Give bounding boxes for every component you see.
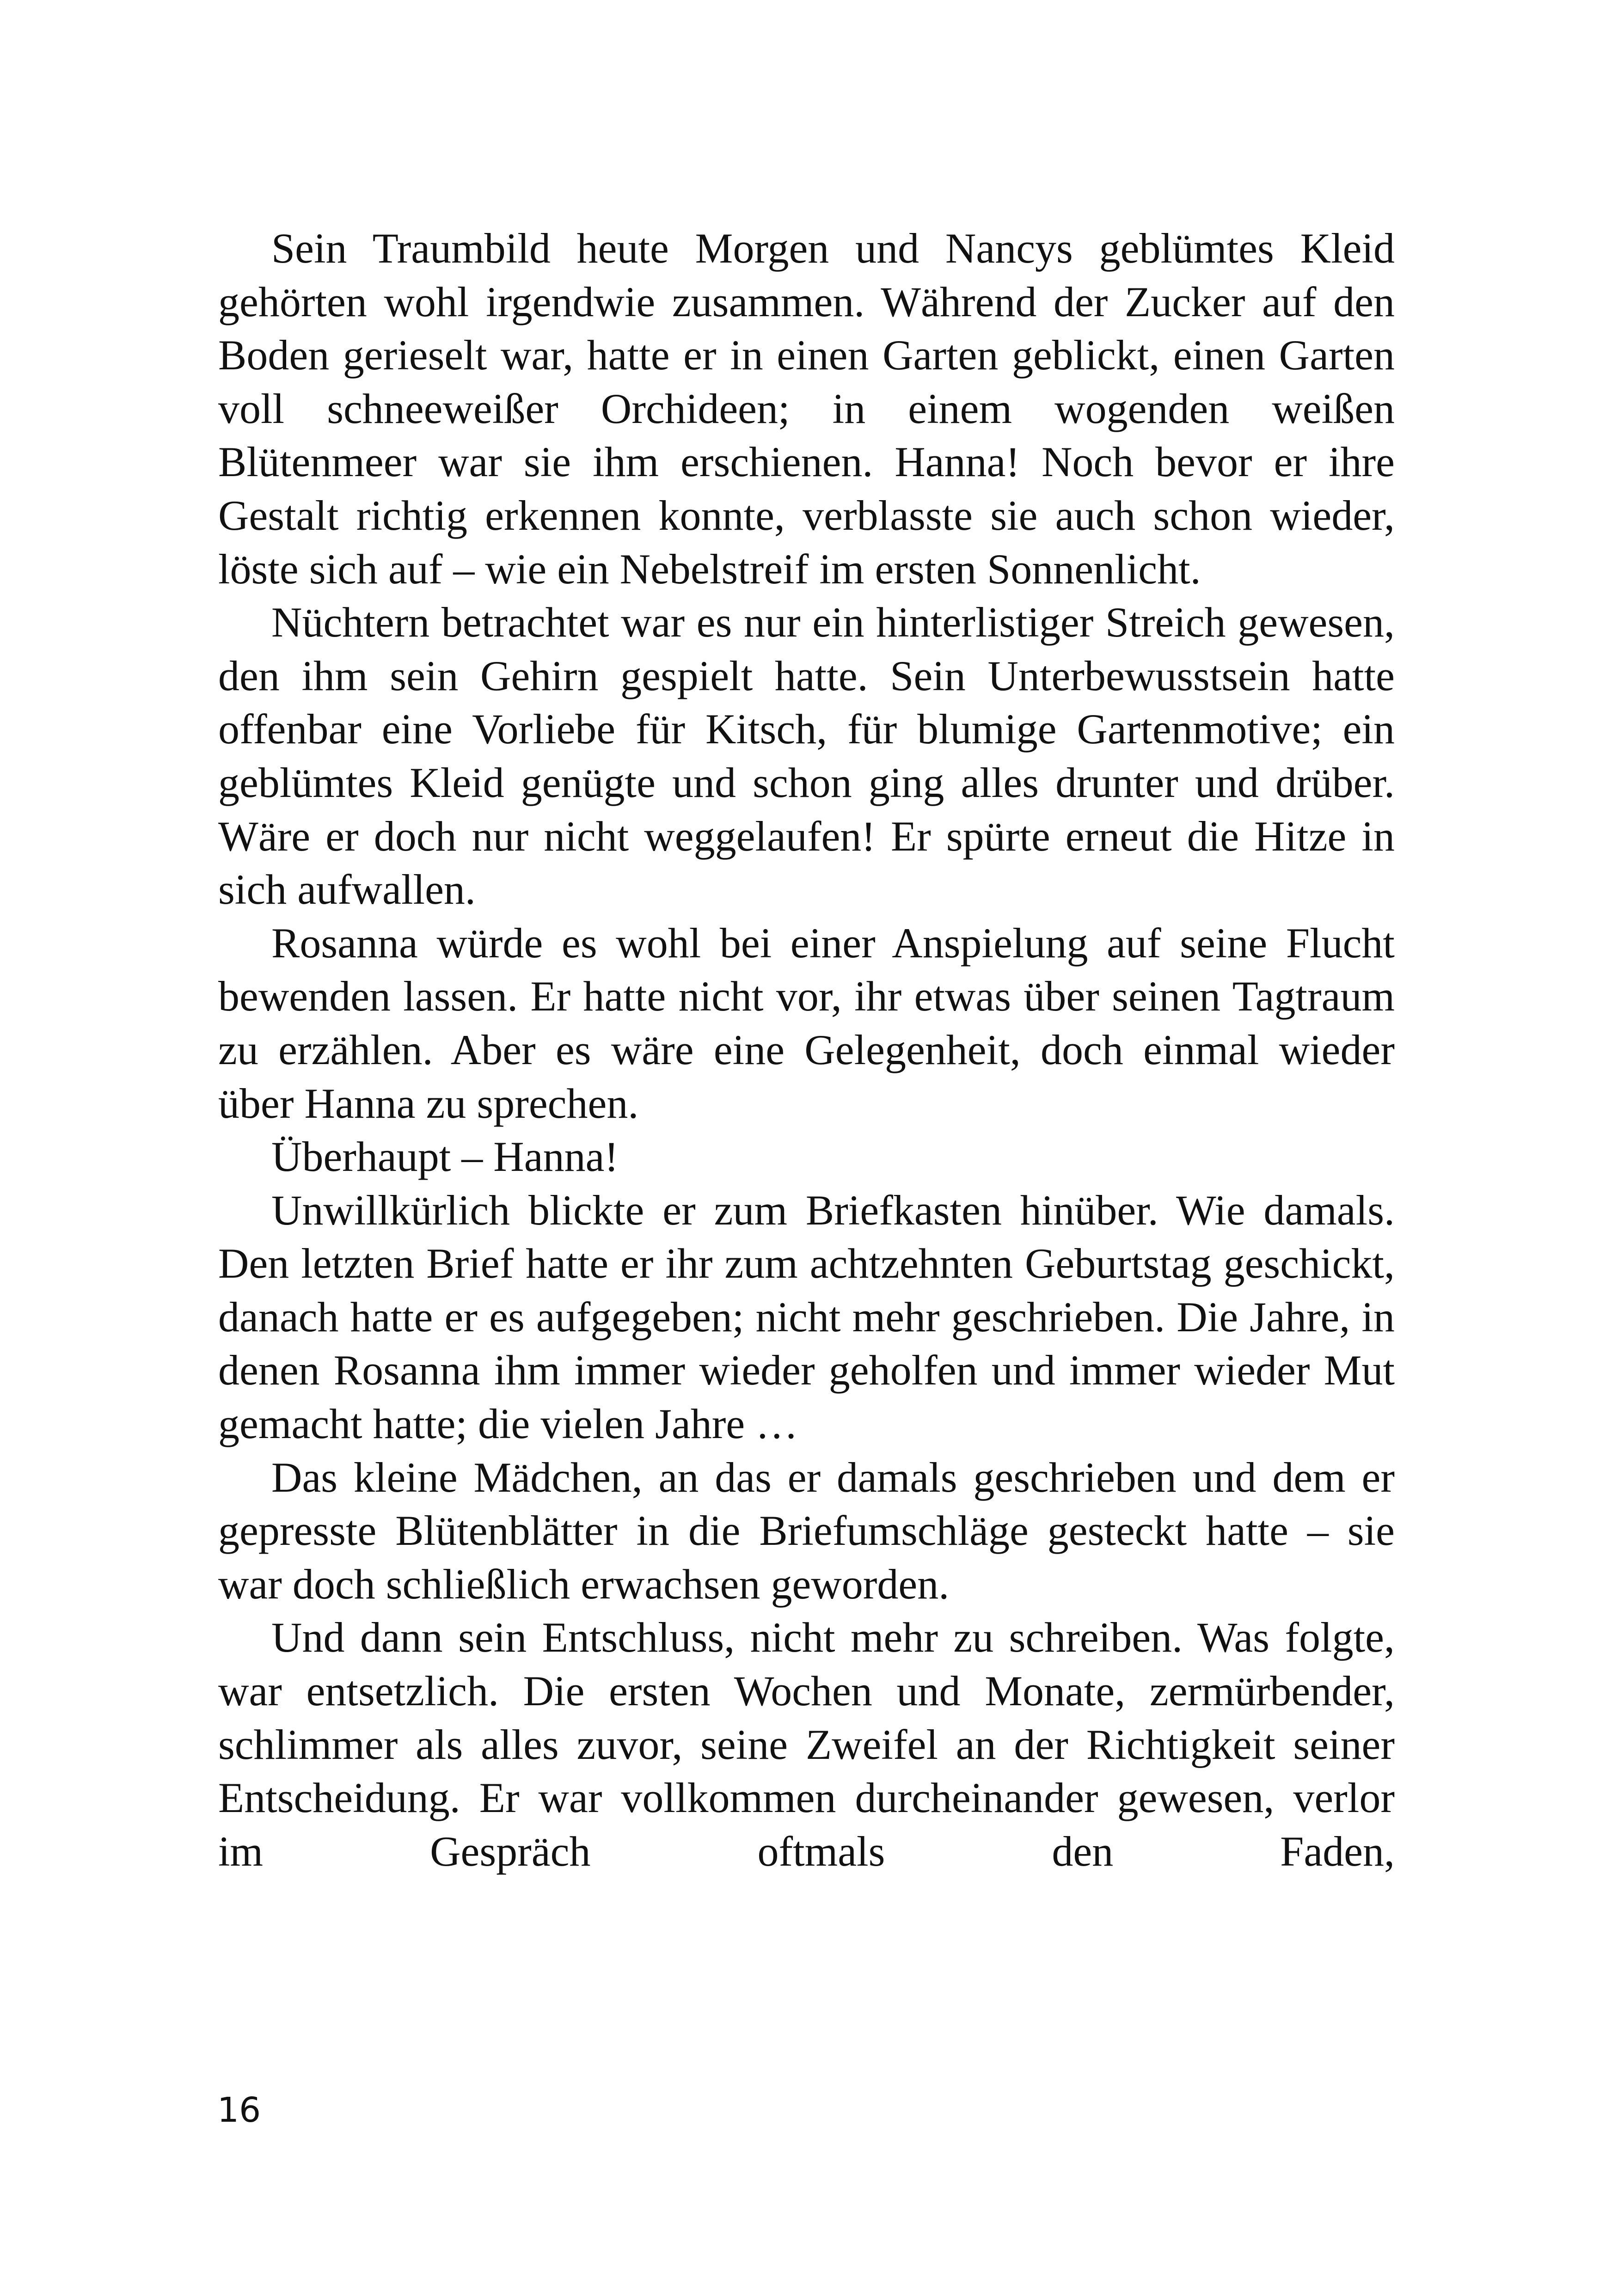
paragraph-6: Das kleine Mädchen, an das er damals geschrieben und dem er gepresste Blütenblätter in die Briefumschläge gesteckt hatte – sie war doch schließlich erwachsen geworden. xyxy=(218,1453,1395,1608)
paragraph-3: Rosanna würde es wohl bei einer Anspielung auf seine Flucht bewenden lassen. Er hatte nicht vor, ihr etwas über seinen Tagtraum zu erzählen. Aber es wäre eine Gelegenheit, doch einmal wieder über Hanna zu sprechen. xyxy=(218,919,1395,1127)
paragraph-5: Unwillkürlich blickte er zum Briefkasten hinüber. Wie damals. Den letzten Brief hatte er ihr zum achtzehnten Geburtstag geschickt, danach hatte er es aufgegeben; nicht mehr geschrieben. Die Jahre, in denen Rosanna ihm immer wieder geholfen und immer wieder Mut gemacht hatte; die vielen Jahre … xyxy=(218,1186,1395,1448)
page-number: 16 xyxy=(217,2090,261,2130)
body-text xyxy=(218,222,1395,1878)
paragraph-7: Und dann sein Entschluss, nicht mehr zu schreiben. Was folgte, war entsetzlich. Die ersten Wochen und Monate, zermürbender, schlimmer als alles zuvor, seine Zweifel an der Richtigkeit seiner Entscheidung. Er war vollkommen durcheinander gewesen, verlor im Gespräch oftmals den Faden, xyxy=(218,1614,1395,1875)
paragraph-4: Überhaupt – Hanna! xyxy=(271,1133,619,1181)
paragraph-1: Sein Traumbild heute Morgen und Nancys geblümtes Kleid gehörten wohl irgendwie zusammen. Während der Zucker auf den Boden gerieselt war, hatte er in einen Garten geblickt, einen Garten voll schneeweißer Orchideen; in einem wogenden weißen Blütenmeer war sie ihm erschienen. Hanna! Noch bevor er ihre Gestalt richtig erkennen konnte, verblasste sie auch schon wieder, löste sich auf – wie ein Nebelstreif im ersten Sonnenlicht. xyxy=(218,225,1395,593)
paragraph-2: Nüchtern betrachtet war es nur ein hinterlistiger Streich gewesen, den ihm sein Gehirn gespielt hatte. Sein Unterbewusstsein hatte offenbar eine Vorliebe für Kitsch, für blumige Gartenmotive; ein geblümtes Kleid genügte und schon ging alles drunter und drüber. Wäre er doch nur nicht weggelaufen! Er spürte erneut die Hitze in sich aufwallen. xyxy=(218,599,1395,913)
